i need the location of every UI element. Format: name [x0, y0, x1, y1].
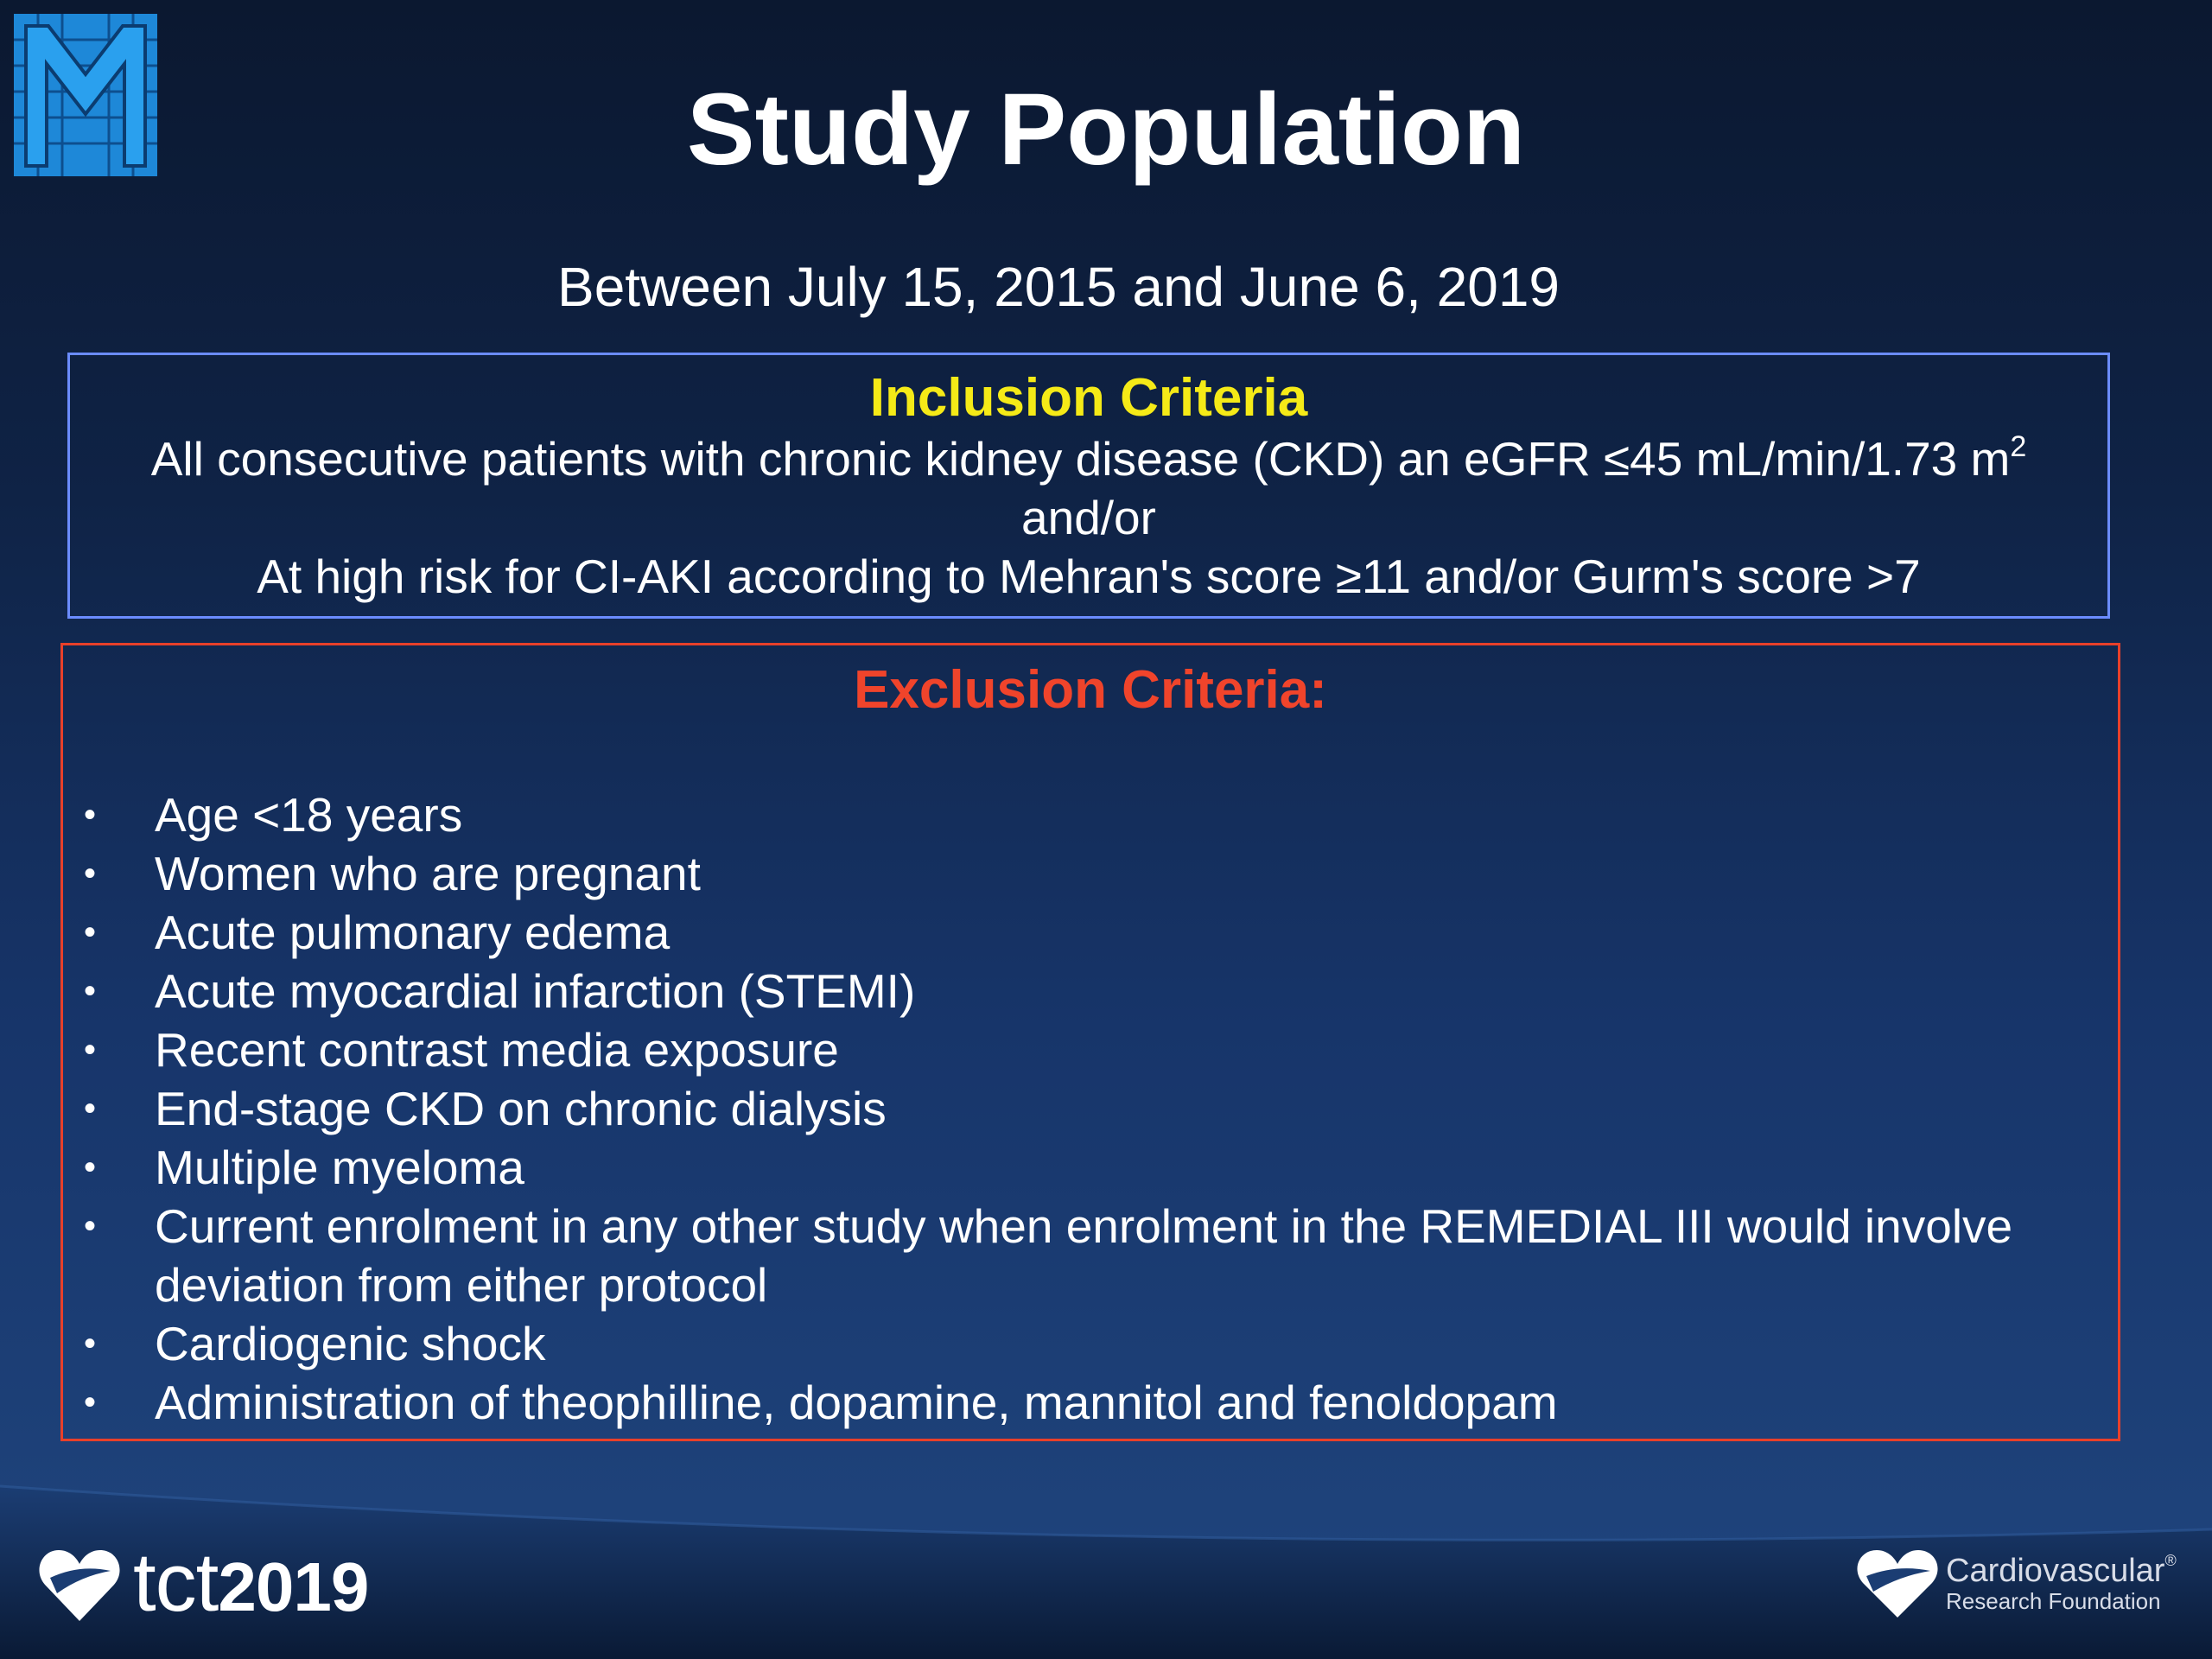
crf-wordmark	[1946, 1554, 2177, 1614]
tct-wordmark-year: 2019	[218, 1548, 369, 1625]
exclusion-item-text: Acute myocardial infarction (STEMI)	[155, 964, 916, 1018]
tct-2019-logo	[38, 1535, 369, 1629]
exclusion-item	[63, 1314, 2120, 1373]
exclusion-item	[63, 785, 2120, 844]
bullet-icon: •	[84, 1383, 97, 1421]
study-date-range: Between July 15, 2015 and June 6, 2019	[557, 256, 1560, 318]
exclusion-item	[63, 1373, 2120, 1432]
tct-wordmark	[133, 1535, 369, 1630]
exclusion-item	[63, 1079, 2120, 1138]
crf-wordmark-name: Cardiovascular	[1946, 1553, 2165, 1589]
crf-logo	[1856, 1547, 2177, 1621]
inclusion-line-andor: and/or	[1021, 491, 1156, 544]
bullet-icon: •	[84, 1325, 97, 1363]
exclusion-heading: Exclusion Criteria:	[854, 660, 1327, 720]
exclusion-item-text: Acute pulmonary edema	[155, 906, 671, 959]
inclusion-line-ckd-superscript: 2	[2010, 430, 2027, 463]
bullet-icon: •	[84, 1090, 97, 1128]
exclusion-item-text: Multiple myeloma	[155, 1141, 524, 1194]
crf-registered-mark: ®	[2164, 1552, 2177, 1569]
exclusion-item	[63, 844, 2120, 903]
exclusion-item	[63, 1197, 2120, 1314]
exclusion-item-text: End-stage CKD on chronic dialysis	[155, 1082, 887, 1135]
tct-heart-logo-icon	[38, 1545, 121, 1624]
exclusion-item	[63, 962, 2120, 1020]
inclusion-line-ckd-text: All consecutive patients with chronic kidney disease (CKD) an eGFR ≤45 mL/min/1.73 m	[150, 432, 2011, 486]
exclusion-item	[63, 1138, 2120, 1197]
exclusion-list	[63, 785, 2120, 1432]
bullet-icon: •	[84, 1148, 97, 1186]
slide-title: Study Population	[686, 73, 1526, 187]
tct-wordmark-prefix: tct	[133, 1535, 219, 1629]
bullet-icon: •	[84, 1207, 97, 1245]
exclusion-item	[63, 1020, 2120, 1079]
inclusion-line-ckd	[70, 429, 2107, 488]
crf-wordmark-line1	[1946, 1554, 2177, 1588]
inclusion-line-risk: At high risk for CI-AKI according to Mehran's score ≥11 and/or Gurm's score >7	[257, 550, 1921, 603]
exclusion-criteria-box	[60, 643, 2120, 1441]
bullet-icon: •	[84, 913, 97, 951]
exclusion-item-text: Administration of theophilline, dopamine, mannitol and fenoldopam	[155, 1376, 1558, 1429]
inclusion-criteria-box	[67, 353, 2110, 619]
exclusion-item-text: Women who are pregnant	[155, 847, 701, 900]
bullet-icon: •	[84, 1031, 97, 1069]
exclusion-item-text: Current enrolment in any other study when enrolment in the REMEDIAL III would involve deviation from either protocol	[155, 1199, 2013, 1312]
crf-heart-logo-icon	[1856, 1547, 1939, 1621]
crf-wordmark-line2: Research Foundation	[1946, 1588, 2161, 1614]
inclusion-heading: Inclusion Criteria	[869, 368, 1308, 428]
exclusion-item-text: Recent contrast media exposure	[155, 1023, 839, 1077]
bullet-icon: •	[84, 855, 97, 893]
bullet-icon: •	[84, 796, 97, 834]
exclusion-item-text: Age <18 years	[155, 788, 463, 842]
exclusion-item-text: Cardiogenic shock	[155, 1317, 546, 1370]
exclusion-item	[63, 903, 2120, 962]
bullet-icon: •	[84, 972, 97, 1010]
